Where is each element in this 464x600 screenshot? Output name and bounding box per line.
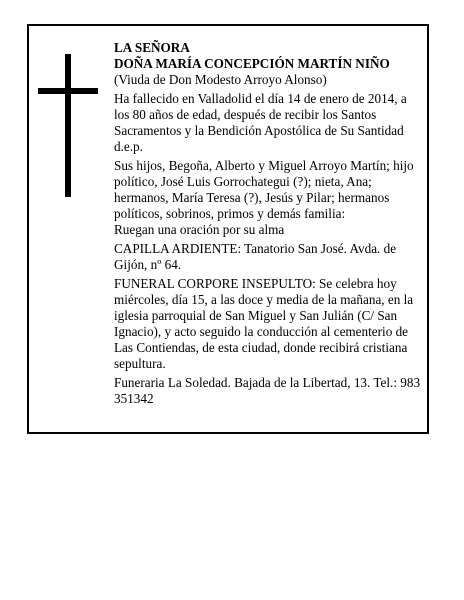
obituary-text [114,40,424,410]
prayer-request: Ruegan una oración por su alma [114,222,285,237]
chapel-info: CAPILLA ARDIENTE: Tanatorio San José. Avda. de Gijón, nº 64. [114,241,397,272]
funeral-info: FUNERAL CORPORE INSEPULTO: Se celebra hoy miércoles, día 15, a las doce y media de la mañana, en la iglesia parroquial de San Miguel y San Julián (C/ San Ignacio), y acto seguido la conducción al cementerio de Las Contiendas, de esta ciudad, donde recibirá cristiana sepultura. [114,276,414,371]
cross-vertical-bar [65,54,71,197]
deceased-name: DOÑA MARÍA CONCEPCIÓN MARTÍN NIÑO [114,56,390,71]
obituary-heading: LA SEÑORA [114,40,190,55]
widow-of-line: (Viuda de Don Modesto Arroyo Alonso) [114,72,327,87]
family-list: Sus hijos, Begoña, Alberto y Miguel Arroyo Martín; hijo político, José Luis Gorrochategui (?); nieta, Ana; hermanos, María Teresa (?), Jesús y Pilar; hermanos políticos, sobrinos, primos y demás familia: [114,158,414,221]
funeral-home-info: Funeraria La Soledad. Bajada de la Libertad, 13. Tel.: 983 351342 [114,375,421,406]
death-notice: Ha fallecido en Valladolid el día 14 de enero de 2014, a los 80 años de edad, después de recibir los Santos Sacramentos y la Bendición Apostólica de Su Santidad [114,91,407,138]
latin-cross-icon [38,54,98,197]
rip-text: d.e.p. [114,139,143,154]
cross-horizontal-bar [38,88,98,94]
